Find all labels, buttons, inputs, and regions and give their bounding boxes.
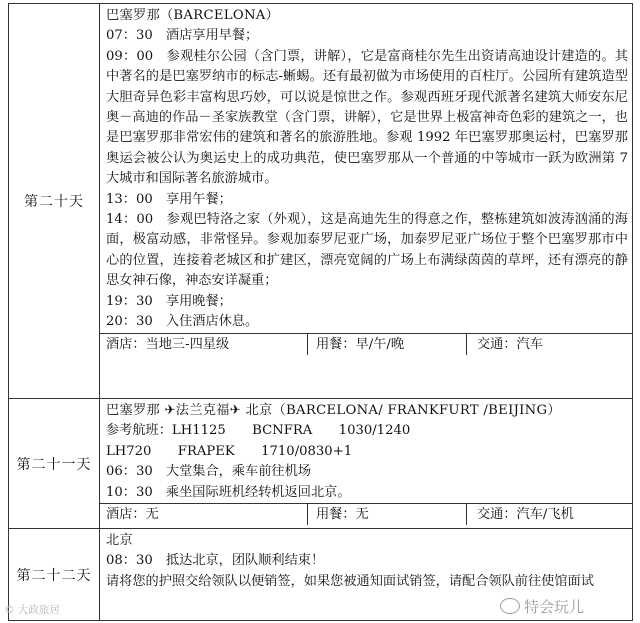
meal-info: 用餐：无 xyxy=(308,504,467,525)
day-row xyxy=(9,399,633,529)
schedule-line: 07：30 酒店享用早餐； xyxy=(106,28,259,44)
watermark-right-text: 特会玩儿 xyxy=(524,598,585,616)
city-heading: 北京 xyxy=(106,533,133,548)
schedule-line: 10：30 乘坐国际班机经转机返回北京。 xyxy=(106,484,351,500)
flight-line: LH720 FRAPEK 1710/0830+1 xyxy=(106,443,353,459)
hotel-info: 酒店：无 xyxy=(100,504,308,525)
hotel-info: 酒店：当地三-四星级 xyxy=(100,334,308,355)
schedule-line: 请将您的护照交给领队以便销签，如果您被通知面试销签，请配合领队前往使馆面试 xyxy=(106,573,594,589)
transport-info: 交通：汽车/飞机 xyxy=(477,507,574,523)
day-row xyxy=(9,4,633,399)
schedule-line: 20：30 入住酒店休息。 xyxy=(106,314,259,330)
schedule-line: 13：00 享用午餐； xyxy=(106,191,232,207)
watermark-left: © 大政旅居 xyxy=(4,604,60,616)
day-label: 第二十一天 xyxy=(9,399,100,529)
itinerary-table xyxy=(8,3,633,621)
flight-line: 参考航班：LH1125 BCNFRA 1030/1240 xyxy=(106,423,411,439)
watermark-right xyxy=(500,596,584,617)
meal-info: 用餐：早/午/晚 xyxy=(308,334,467,355)
day-footer xyxy=(100,503,632,525)
schedule-line: 09：00 参观桂尔公园（含门票，讲解），它是富商桂尔先生出资请高迪设计建造的。其中著名的是巴塞罗纳市的标志-蜥蜴。还有最初做为市场使用的百柱厅。公园所有建筑造型大胆奇异色彩丰富构思巧妙，可以说是惊世之作。参观西班牙现代派著名建筑大师安东尼奥－高迪的作品－圣家族教堂（含门票，讲解），它是世界上极富神奇色彩的建筑之一，也是巴塞罗那非常宏伟的建筑和著名的旅游胜地。参观 1992 年巴塞罗那奥运村，巴塞罗那奥运会被公认为奥运史上的成功典范，使巴塞罗那从一个普通的中等城市一跃为欧洲第 7 大城市和国际著名旅游城市。 xyxy=(106,48,628,187)
wechat-icon xyxy=(500,598,520,614)
schedule-line: 08：30 抵达北京，团队顺利结束！ xyxy=(106,553,325,569)
day-label: 第二十二天 xyxy=(9,529,100,621)
schedule-line: 06：30 大堂集合，乘车前往机场 xyxy=(106,464,311,480)
schedule-line: 14：00 参观巴特洛之家（外观），这是高迪先生的得意之作，整栋建筑如波涛汹涌的海面，极富动感，非常怪异。参观加泰罗尼亚广场，加泰罗尼亚广场位于整个巴塞罗那市中心的位置，连接着老城区和扩建区，漂亮宽阔的广场上布满绿茵茵的草坪，还有漂亮的静思女神石像，神态安详凝重； xyxy=(106,212,628,289)
city-heading: 巴塞罗那（BARCELONA） xyxy=(106,8,280,23)
day-content xyxy=(100,399,633,529)
day-content xyxy=(100,4,633,399)
city-heading: 巴塞罗那 ✈法兰克福✈ 北京（BARCELONA/ FRANKFURT /BEIJING） xyxy=(106,403,561,418)
transport-info: 交通：汽车 xyxy=(477,336,543,352)
day-footer xyxy=(100,333,632,355)
day-label: 第二十天 xyxy=(9,4,100,399)
schedule-line: 19：30 享用晚餐； xyxy=(106,293,232,309)
